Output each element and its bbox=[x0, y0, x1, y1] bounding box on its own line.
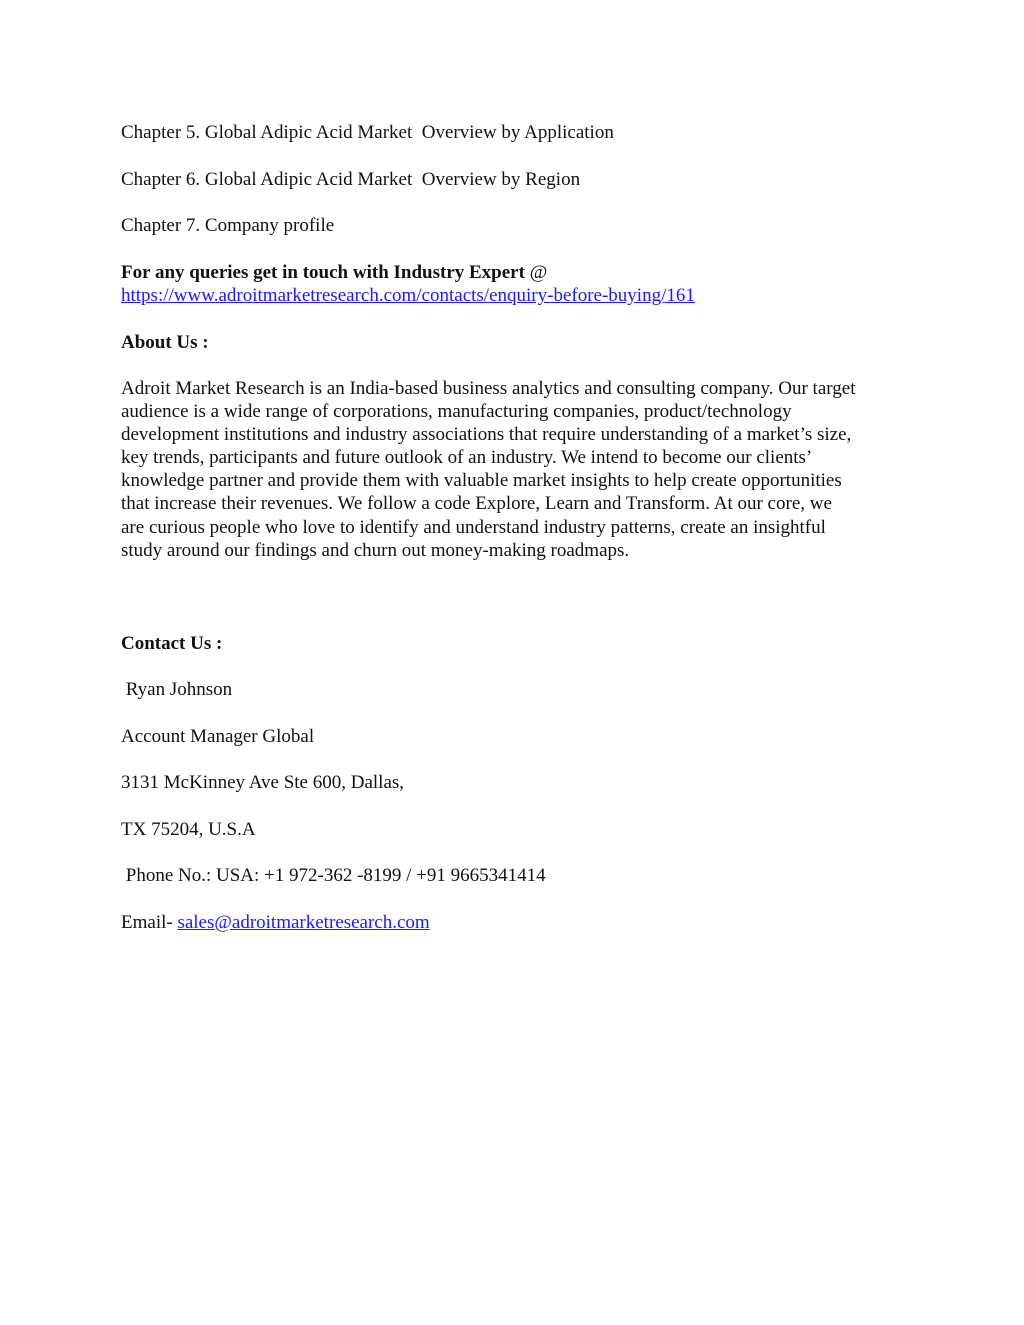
email-label: Email- bbox=[121, 912, 178, 933]
email-link[interactable]: sales@adroitmarketresearch.com bbox=[177, 912, 430, 933]
queries-label: For any queries get in touch with Industry Expert bbox=[121, 262, 525, 283]
about-line: key trends, participants and future outlook of an industry. We intend to become our clients’ bbox=[121, 447, 813, 469]
contact-heading: Contact Us : bbox=[121, 633, 223, 654]
about-line: audience is a wide range of corporations, manufacturing companies, product/technology bbox=[121, 401, 792, 423]
about-line: knowledge partner and provide them with valuable market insights to help create opportunities bbox=[121, 470, 842, 492]
contact-title: Account Manager Global bbox=[121, 726, 315, 747]
chapter-5-line: Chapter 5. Global Adipic Acid Market Overview by Application bbox=[121, 122, 614, 143]
about-line: study around our findings and churn out money-making roadmaps. bbox=[121, 539, 630, 561]
contact-email-line bbox=[121, 911, 430, 934]
queries-url-line bbox=[121, 284, 695, 307]
about-line: are curious people who love to identify and understand industry patterns, create an insightful bbox=[121, 516, 826, 538]
about-line: development institutions and industry associations that require understanding of a market’s size, bbox=[121, 424, 852, 446]
queries-at: @ bbox=[524, 262, 548, 283]
contact-phone: Phone No.: USA: +1 972-362 -8199 / +91 9665341414 bbox=[121, 865, 546, 886]
queries-line bbox=[121, 261, 547, 284]
enquiry-link[interactable]: https://www.adroitmarketresearch.com/contacts/enquiry-before-buying/161 bbox=[121, 285, 695, 306]
contact-address-line2: TX 75204, U.S.A bbox=[121, 819, 256, 840]
about-line: Adroit Market Research is an India-based business analytics and consulting company. Our target bbox=[121, 378, 856, 399]
chapter-6-line: Chapter 6. Global Adipic Acid Market Overview by Region bbox=[121, 169, 581, 190]
about-paragraph bbox=[121, 377, 911, 562]
about-line: that increase their revenues. We follow a code Explore, Learn and Transform. At our core, we bbox=[121, 493, 832, 515]
contact-address-line1: 3131 McKinney Ave Ste 600, Dallas, bbox=[121, 772, 405, 793]
contact-name: Ryan Johnson bbox=[121, 679, 233, 700]
about-heading: About Us : bbox=[121, 332, 209, 353]
chapter-7-line: Chapter 7. Company profile bbox=[121, 215, 335, 236]
